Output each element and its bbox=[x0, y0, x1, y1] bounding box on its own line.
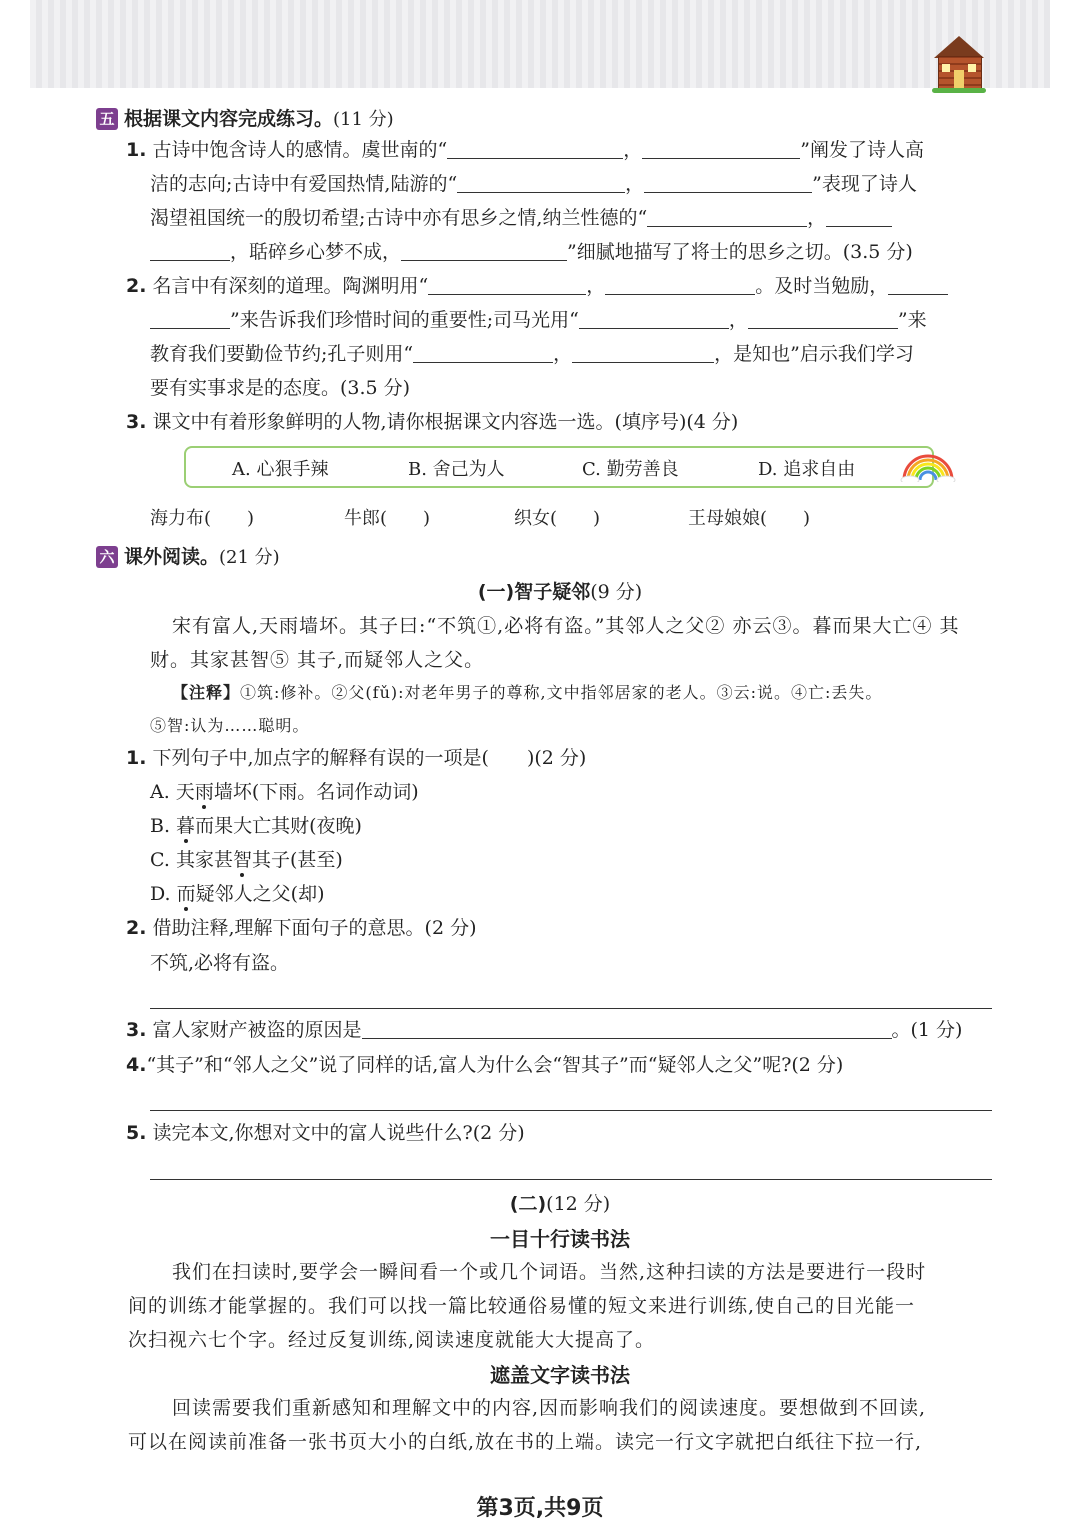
answer-blank[interactable] bbox=[457, 173, 625, 193]
answer-blank[interactable] bbox=[362, 1019, 892, 1039]
character-4[interactable]: 王母娘娘( ) bbox=[688, 508, 811, 529]
q3-line: 3. 课文中有着形象鲜明的人物,请你根据课文内容选一选。(填序号)(4 分) bbox=[126, 411, 739, 433]
answer-blank[interactable] bbox=[150, 309, 230, 329]
p1-q2: 2. 借助注释,理解下面句子的意思。(2 分) bbox=[126, 917, 477, 939]
header-band bbox=[30, 0, 1050, 88]
part2-line-4: 回读需要我们重新感知和理解文中的内容,因而影响我们的阅读速度。要想做到不回读, bbox=[172, 1397, 927, 1419]
rainbow-icon bbox=[900, 450, 956, 482]
answer-line[interactable] bbox=[150, 1179, 992, 1180]
passage-line-2: 财。其家甚智⑤ 其子,而疑邻人之父。 bbox=[150, 649, 485, 671]
note-line-2: ⑤智:认为……聪明。 bbox=[150, 716, 310, 735]
q2-line-3: 教育我们要勤俭节约;孔子则用“ ， ，是知也”启示我们学习 bbox=[150, 343, 914, 365]
option-d: D. 追求自由 bbox=[758, 459, 856, 480]
answer-blank[interactable] bbox=[647, 207, 807, 227]
answer-blank[interactable] bbox=[642, 139, 800, 159]
part1-heading: (一)智子疑邻(9 分) bbox=[477, 581, 643, 603]
answer-blank[interactable] bbox=[826, 207, 892, 227]
p1-q1: 1. 下列句子中,加点字的解释有误的一项是( )(2 分) bbox=[126, 747, 587, 769]
p1-q1-option-c[interactable]: C. 其家甚智其子(甚至) bbox=[150, 849, 343, 871]
answer-blank[interactable] bbox=[888, 275, 948, 295]
p1-q2-sentence: 不筑,必将有盗。 bbox=[150, 952, 290, 974]
p1-q3: 3. 富人家财产被盗的原因是 。(1 分) bbox=[126, 1019, 963, 1041]
answer-blank[interactable] bbox=[605, 275, 755, 295]
options-box bbox=[184, 446, 934, 488]
option-c: C. 勤劳善良 bbox=[582, 459, 679, 480]
part2-line-1: 我们在扫读时,要学会一瞬间看一个或几个词语。当然,这种扫读的方法是要进行一段时 bbox=[172, 1261, 927, 1283]
section-badge: 六 bbox=[96, 546, 118, 568]
answer-line[interactable] bbox=[150, 1110, 992, 1111]
character-2[interactable]: 牛郎( ) bbox=[344, 508, 431, 529]
answer-blank[interactable] bbox=[150, 241, 230, 261]
house-icon bbox=[934, 36, 984, 92]
answer-blank[interactable] bbox=[572, 343, 714, 363]
part2-heading: (二)(12 分) bbox=[509, 1193, 611, 1215]
q2-line-2: ”来告诉我们珍惜时间的重要性;司马光用“ ， ”来 bbox=[150, 308, 927, 332]
passage-line-1: 宋有富人,天雨墙坏。其子曰:“不筑①,必将有盗。”其邻人之父② 亦云③。暮而果大亡④ 其 bbox=[172, 615, 960, 637]
answer-blank[interactable] bbox=[428, 275, 586, 295]
answer-line[interactable] bbox=[150, 1008, 992, 1009]
part2-line-2: 间的训练才能掌握的。我们可以找一篇比较通俗易懂的短文来进行训练,使自己的目光能一 bbox=[128, 1295, 916, 1317]
answer-blank[interactable] bbox=[748, 309, 898, 329]
character-1[interactable]: 海力布( ) bbox=[150, 508, 255, 529]
q1-line-3: 渴望祖国统一的殷切希望;古诗中亦有思乡之情,纳兰性德的“ ， bbox=[150, 206, 892, 230]
p1-q1-option-d[interactable]: D. 而疑邻人之父(却) bbox=[150, 883, 325, 905]
option-b: B. 舍己为人 bbox=[408, 459, 505, 480]
character-3[interactable]: 织女( ) bbox=[514, 508, 601, 529]
option-a: A. 心狠手辣 bbox=[232, 459, 329, 480]
p1-q1-option-a[interactable]: A. 天雨墙坏(下雨。名词作动词) bbox=[150, 781, 419, 803]
q1-line-4: ，聒碎乡心梦不成， ”细腻地描写了将士的思乡之切。(3.5 分) bbox=[150, 240, 913, 264]
answer-blank[interactable] bbox=[447, 139, 623, 159]
q2-line-4: 要有实事求是的态度。(3.5 分) bbox=[150, 377, 411, 399]
p1-q5: 5. 读完本文,你想对文中的富人说些什么?(2 分) bbox=[126, 1122, 525, 1144]
part2-subtitle-2: 遮盖文字读书法 bbox=[490, 1363, 630, 1387]
answer-blank[interactable] bbox=[579, 309, 729, 329]
answer-blank[interactable] bbox=[401, 241, 567, 261]
note-line-1: 【注释】①筑:修补。②父(fǔ):对老年男子的尊称,文中指邻居家的老人。③云:说。④亡:丢失。 bbox=[172, 683, 883, 702]
answer-blank[interactable] bbox=[644, 173, 812, 193]
part2-line-5: 可以在阅读前准备一张书页大小的白纸,放在书的上端。读完一行文字就把白纸往下拉一行, bbox=[128, 1431, 923, 1453]
answer-blank[interactable] bbox=[413, 343, 553, 363]
q2-line-1: 2. 名言中有深刻的道理。陶渊明用“ ， 。及时当勉励， bbox=[126, 274, 948, 298]
part2-line-3: 次扫视六七个字。经过反复训练,阅读速度就能大大提高了。 bbox=[128, 1329, 656, 1351]
p1-q4: 4.“其子”和“邻人之父”说了同样的话,富人为什么会“智其子”而“疑邻人之父”呢?(2 分) bbox=[126, 1054, 844, 1076]
p1-q1-option-b[interactable]: B. 暮而果大亡其财(夜晚) bbox=[150, 815, 362, 837]
section-six-title: 六 课外阅读。(21 分) bbox=[96, 542, 280, 569]
section-five-title: 五 根据课文内容完成练习。(11 分) bbox=[96, 104, 394, 131]
part2-subtitle-1: 一目十行读书法 bbox=[490, 1227, 630, 1251]
q1-line-1: 1. 古诗中饱含诗人的感情。虞世南的“ ， ”阐发了诗人高 bbox=[126, 139, 924, 161]
section-badge: 五 bbox=[96, 108, 118, 130]
q1-line-2: 洁的志向;古诗中有爱国热情,陆游的“ ， ”表现了诗人 bbox=[150, 173, 917, 195]
page-number: 第3页,共9页 bbox=[476, 1496, 604, 1521]
